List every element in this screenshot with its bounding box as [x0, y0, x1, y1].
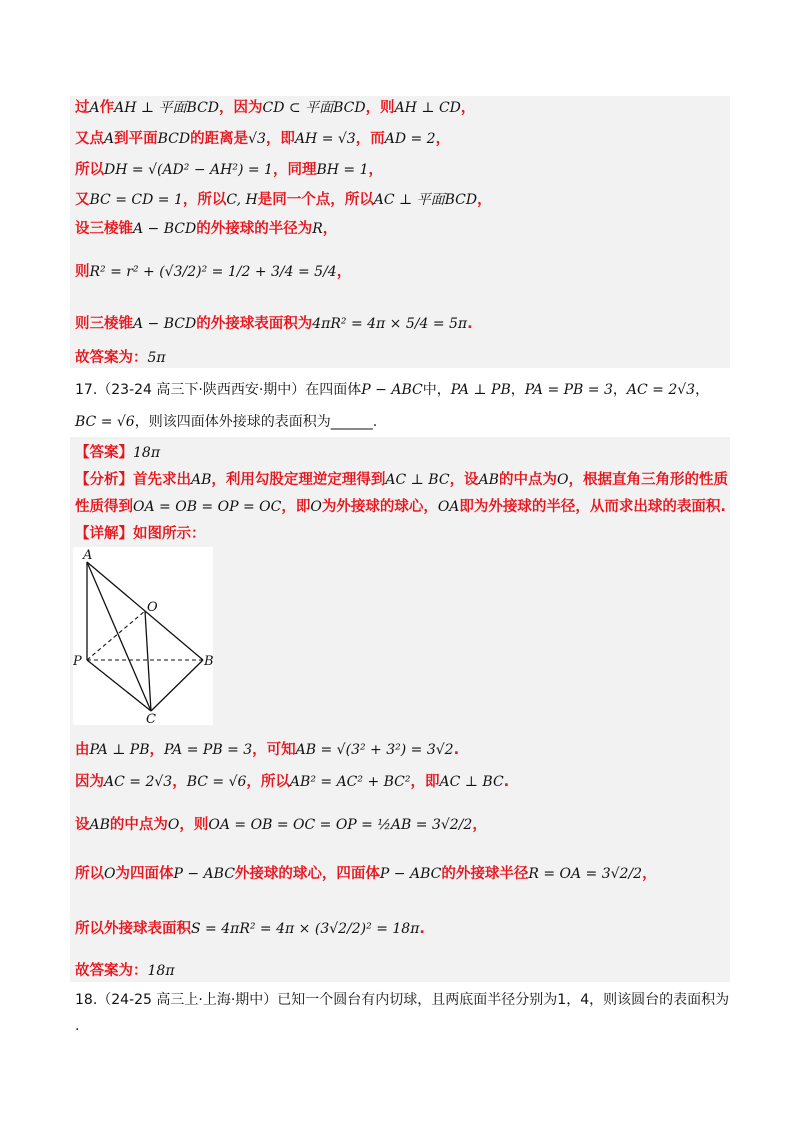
prev-line-3: 所以DH = √(AD² − AH²) = 1，同理BH = 1， — [75, 162, 384, 178]
prev-line-5: 设三棱锥A − BCD的外接球的半径为R， — [75, 221, 338, 237]
q17-analysis-line-1: 【分析】首先求出AB，利用勾股定理逆定理得到AC ⊥ BC，设AB的中点为O，根据直角三角形的性质 — [75, 472, 728, 488]
label-C: C — [146, 712, 156, 725]
edge-PC — [87, 660, 151, 711]
q17-question-line-2: BC = √6，则该四面体外接球的表面积为______. — [75, 414, 378, 430]
q17-detail-line-4: 所以O为四面体P − ABC外接球的球心，四面体P − ABC的外接球半径R = OA = 3√2/2， — [75, 866, 657, 882]
q17-question-line-1: 17.（23-24 高三下·陕西西安·期中）在四面体P − ABC中，PA ⊥ PB，PA = PB = 3，AC = 2√3， — [75, 382, 710, 398]
q17-detail-line-2: 因为AC = 2√3，BC = √6，所以AB² = AC² + BC²，即AC ⊥ BC. — [75, 774, 510, 790]
segment-OP — [87, 611, 145, 660]
prev-line-4: 又BC = CD = 1，所以C, H是同一个点，所以AC ⊥ 平面BCD， — [75, 192, 492, 208]
prev-line-1: 过A作AH ⊥ 平面BCD，因为CD ⊂ 平面BCD，则AH ⊥ CD， — [75, 100, 476, 116]
segment-OC — [145, 611, 151, 711]
q17-analysis-line-2: 性质得到OA = OB = OP = OC，即O为外接球的球心，OA即为外接球的半径，从而求出球的表面积. — [75, 499, 726, 515]
q18-question-line-2: . — [75, 1018, 80, 1034]
prev-line-2: 又点A到平面BCD的距离是√3，即AH = √3，而AD = 2， — [75, 131, 451, 147]
answer-blank: ______ — [330, 414, 373, 430]
prev-line-6: 则R² = r² + (√3/2)² = 1/2 + 3/4 = 5/4， — [75, 264, 352, 280]
q17-detail-line-1: 由PA ⊥ PB，PA = PB = 3，可知AB = √(3² + 3²) = 3√2. — [75, 742, 460, 758]
q18-question-line-1: 18.（24-25 高三上·上海·期中）已知一个圆台有内切球，且两底面半径分别为1，4，则该圆台的表面积为 — [75, 992, 730, 1008]
prev-answer-line: 故答案为：5π — [75, 350, 166, 366]
q17-final-answer: 故答案为：18π — [75, 963, 175, 979]
q17-answer: 【答案】18π — [75, 445, 161, 461]
label-A: A — [83, 548, 93, 563]
prev-line-7: 则三棱锥A − BCD的外接球表面积为4πR² = 4π × 5/4 = 5π. — [75, 316, 473, 332]
tetrahedron-figure — [73, 547, 213, 725]
q17-detail-heading: 【详解】如图所示： — [75, 526, 206, 542]
label-B: B — [204, 654, 213, 669]
label-O: O — [147, 600, 158, 615]
q17-detail-line-5: 所以外接球表面积S = 4πR² = 4π × (3√2/2)² = 18π. — [75, 921, 425, 937]
edge-BC — [151, 660, 203, 711]
label-P: P — [73, 654, 82, 669]
edge-AC — [87, 562, 151, 711]
q17-detail-line-3: 设AB的中点为O，则OA = OB = OC = OP = ½AB = 3√2/2， — [75, 817, 487, 833]
